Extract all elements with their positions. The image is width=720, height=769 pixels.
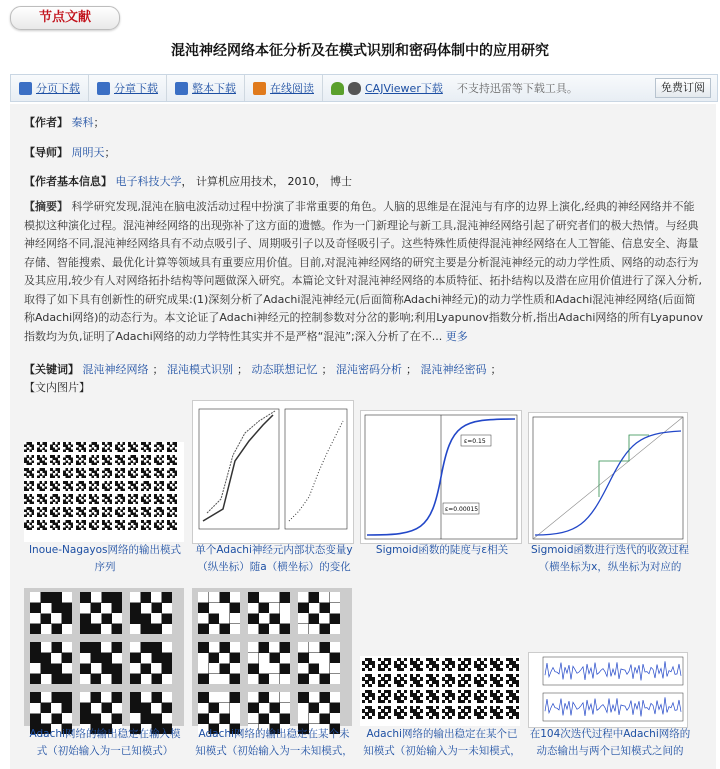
- keyword-sep: ；: [152, 363, 164, 376]
- pattern-cell: [362, 706, 375, 719]
- caption-line: （横坐标为x，纵坐标为对应的: [538, 561, 682, 573]
- pattern-cell: [248, 642, 290, 684]
- pattern-cell: [474, 690, 487, 703]
- pattern-cell: [63, 481, 73, 491]
- pattern-cell: [167, 481, 177, 491]
- sigmoid-plot: [361, 411, 521, 543]
- pattern-cell: [89, 455, 99, 465]
- figure-thumb-2[interactable]: [192, 400, 354, 544]
- keyword-link[interactable]: 混沌密码分析: [336, 363, 402, 376]
- page-download-link[interactable]: [11, 75, 89, 101]
- figure-thumb-8[interactable]: [528, 652, 688, 728]
- abstract-label: 【摘要】: [24, 200, 68, 213]
- pattern-cell: [37, 442, 47, 452]
- pattern-cell: [141, 481, 151, 491]
- pattern-cell: [410, 690, 423, 703]
- caption-line: 序列: [94, 561, 116, 573]
- cajviewer-download-link[interactable]: [323, 75, 451, 101]
- pattern-cell: [394, 706, 407, 719]
- pattern-cell: [128, 507, 138, 517]
- pattern-cell: [474, 706, 487, 719]
- pattern-cell: [442, 706, 455, 719]
- pattern-cell: [130, 642, 172, 684]
- figure-thumb-6[interactable]: [192, 588, 352, 726]
- pattern-cell: [115, 455, 125, 465]
- pattern-cell: [102, 455, 112, 465]
- pattern-cell: [128, 520, 138, 530]
- pattern-cell: [426, 706, 439, 719]
- pattern-cell: [410, 658, 423, 671]
- keyword-sep: ；: [237, 363, 248, 376]
- school-link[interactable]: 电子科技大学: [115, 175, 182, 188]
- pattern-cell: [248, 592, 290, 634]
- pattern-cell: [490, 658, 503, 671]
- pattern-cell: [154, 468, 164, 478]
- pattern-cell: [50, 455, 60, 465]
- pattern-cell: [458, 674, 471, 687]
- pattern-cell: [128, 455, 138, 465]
- pattern-cell: [37, 455, 47, 465]
- pattern-cell: [198, 642, 240, 684]
- advisor-link[interactable]: 周明天: [71, 146, 105, 159]
- pattern-cell: [378, 706, 391, 719]
- pattern-cell: [37, 494, 47, 504]
- pattern-cell: [426, 674, 439, 687]
- figure-caption-4[interactable]: [524, 542, 696, 576]
- pattern-cell: [378, 658, 391, 671]
- author-info-rest: ， 计算机应用技术， 2010， 博士: [181, 175, 352, 188]
- section-tag: 节点文献: [10, 6, 120, 30]
- caption-line: 知模式（初始输入为一未知模式，: [363, 745, 521, 757]
- download-icon: [19, 82, 32, 95]
- advisor-row: [24, 144, 116, 160]
- pattern-cell: [115, 442, 125, 452]
- pattern-cell: [76, 442, 86, 452]
- sigmoid-annot-2: ε=0.00015: [445, 506, 479, 513]
- pattern-cell: [24, 468, 34, 478]
- figure-caption-5[interactable]: [20, 726, 190, 760]
- caption-line: 式（初始输入为一已知模式）: [36, 745, 174, 757]
- toolbar-note: 不支持迅雷等下载工具。: [456, 82, 578, 95]
- pattern-cell: [80, 642, 122, 684]
- pattern-cell: [102, 442, 112, 452]
- pattern-cell: [76, 481, 86, 491]
- download-toolbar: [10, 74, 718, 102]
- pattern-cell: [24, 494, 34, 504]
- figure-thumb-1[interactable]: [24, 442, 184, 542]
- keywords-row: [24, 361, 502, 377]
- caption-line: 知模式（初始输入为一未知模式，: [195, 745, 353, 757]
- caption-line: Adachi网络的输出稳定在输入模: [29, 728, 181, 740]
- pattern-grid: [362, 658, 519, 719]
- pattern-cell: [63, 520, 73, 530]
- pattern-cell: [410, 674, 423, 687]
- pattern-cell: [378, 690, 391, 703]
- keyword-sep: ；: [490, 363, 502, 376]
- pattern-cell: [115, 481, 125, 491]
- pattern-cell: [102, 494, 112, 504]
- caption-line: 动态输出与两个已知模式之间的: [536, 745, 684, 757]
- pattern-cell: [24, 481, 34, 491]
- advisor-sep: ；: [104, 146, 116, 159]
- pattern-cell: [76, 455, 86, 465]
- pattern-cell: [115, 494, 125, 504]
- caption-line: 在104次迭代过程中Adachi网络的: [529, 728, 691, 740]
- pattern-grid: [30, 592, 172, 734]
- pattern-cell: [167, 507, 177, 517]
- pattern-cell: [115, 468, 125, 478]
- pattern-cell: [80, 592, 122, 634]
- keyword-sep: ；: [406, 363, 417, 376]
- free-subscribe-button[interactable]: 免费订阅: [655, 78, 711, 98]
- pattern-cell: [378, 674, 391, 687]
- pattern-cell: [141, 507, 151, 517]
- pattern-cell: [63, 455, 73, 465]
- pattern-cell: [115, 507, 125, 517]
- pattern-cell: [37, 468, 47, 478]
- abstract-more-link[interactable]: 更多: [445, 329, 468, 343]
- pattern-cell: [394, 690, 407, 703]
- pattern-cell: [490, 690, 503, 703]
- author-info-label: 【作者基本信息】: [24, 175, 112, 188]
- pattern-cell: [102, 520, 112, 530]
- pattern-cell: [474, 658, 487, 671]
- pattern-cell: [394, 674, 407, 687]
- pattern-cell: [458, 658, 471, 671]
- figure-caption-8[interactable]: [524, 726, 696, 760]
- pattern-cell: [154, 442, 164, 452]
- pattern-cell: [37, 520, 47, 530]
- pattern-cell: [362, 674, 375, 687]
- caption-line: Inoue-Nagayos网络的输出模式: [28, 544, 182, 556]
- pattern-cell: [76, 520, 86, 530]
- pattern-cell: [37, 507, 47, 517]
- pattern-cell: [63, 468, 73, 478]
- sigmoid-annot-1: ε=0.15: [464, 438, 486, 445]
- page-download-label: 分页下载: [36, 82, 80, 95]
- pattern-cell: [89, 442, 99, 452]
- abstract-text: 科学研究发现,混沌在脑电波活动过程中扮演了非常重要的角色。人脑的思维是在混沌与有序的边界上演化,经典的神经网络并不能模拟这种演化过程。混沌神经网络的出现弥补了这方面的遗憾。作为一门新理论与新工具,混沌神经网络引起了研究者们的极大热情。与经典神经网络不同,混沌神经网络具有不动点吸引子、周期吸引子以及奇怪吸引子。这些特殊性质使得混沌神经网络在人工智能、信息安全、海量存储、智能搜索、最优化计算等领域具有重要应用价值。目前,对混沌神经网络的研究主要是分析混沌神经元的动力学性质、网络的动态行为及其应用,较少有人对网络拓扑结构等问题做深入研究。本篇论文针对混沌神经网络的本质特征、拓扑结构以及潜在应用价值进行了深入分析,取得了如下具有创新性的研究成果:(1)深刻分析了Adachi混沌神经元(后面简称Adachi神经元)的动力学性质和Adachi混沌神经网络(后面简称Adachi网络)的动态行为。本文论证了Adachi神经元的控制参数对分岔的影响;利用Lyapunov指数分析,指出Adachi网络的所有Lyapunov指数均为负,证明了Adachi网络的动力学特性其实并不是严格“混沌”;深入分析了在不...: [24, 200, 703, 343]
- pattern-cell: [154, 455, 164, 465]
- pattern-cell: [76, 507, 86, 517]
- pattern-cell: [50, 520, 60, 530]
- pattern-cell: [426, 658, 439, 671]
- pattern-cell: [50, 494, 60, 504]
- pattern-cell: [141, 455, 151, 465]
- read-icon: [253, 82, 266, 95]
- pattern-cell: [154, 507, 164, 517]
- pattern-cell: [37, 481, 47, 491]
- pattern-cell: [50, 481, 60, 491]
- pattern-cell: [128, 442, 138, 452]
- author-row: [24, 114, 105, 130]
- pattern-cell: [154, 481, 164, 491]
- caption-line: Adachi网络的输出稳定在某个已: [366, 728, 518, 740]
- keyword-sep: ；: [321, 363, 333, 376]
- keyword-link[interactable]: 混沌模式识别: [167, 363, 233, 376]
- pattern-grid: [198, 592, 340, 734]
- pattern-cell: [102, 507, 112, 517]
- pattern-cell: [410, 706, 423, 719]
- pattern-cell: [167, 455, 177, 465]
- pattern-cell: [154, 494, 164, 504]
- pattern-cell: [50, 468, 60, 478]
- cajviewer-download-label: CAJViewer下载: [365, 82, 443, 95]
- pattern-cell: [30, 592, 72, 634]
- pattern-cell: [167, 468, 177, 478]
- pattern-cell: [474, 674, 487, 687]
- pattern-cell: [362, 690, 375, 703]
- keyword-link[interactable]: 混沌神经网络: [82, 363, 149, 376]
- full-download-label: 整本下载: [192, 82, 236, 95]
- time-series-plot: [529, 653, 687, 727]
- author-sep: ；: [93, 116, 105, 129]
- pattern-cell: [89, 494, 99, 504]
- pattern-cell: [442, 658, 455, 671]
- pattern-cell: [76, 494, 86, 504]
- pattern-cell: [426, 690, 439, 703]
- pattern-cell: [394, 658, 407, 671]
- download-icon: [97, 82, 110, 95]
- keyword-link[interactable]: 混沌神经密码: [420, 363, 487, 376]
- pattern-cell: [458, 690, 471, 703]
- figure-thumb-4[interactable]: [528, 412, 688, 544]
- pattern-cell: [63, 442, 73, 452]
- author-info-row: [24, 173, 352, 189]
- pattern-cell: [63, 507, 73, 517]
- pattern-cell: [24, 520, 34, 530]
- figure-thumb-7[interactable]: [360, 656, 520, 726]
- pattern-cell: [506, 658, 519, 671]
- pattern-cell: [141, 468, 151, 478]
- pattern-cell: [167, 442, 177, 452]
- pattern-cell: [89, 520, 99, 530]
- pattern-cell: [63, 494, 73, 504]
- caption-line: （纵坐标）随a（横坐标）的变化: [197, 561, 351, 573]
- pattern-cell: [24, 455, 34, 465]
- caption-line: Sigmoid函数的陡度与ε相关: [375, 544, 509, 556]
- download-icon: [175, 82, 188, 95]
- convergence-plot: [529, 413, 687, 543]
- android-icon: [331, 82, 344, 95]
- pattern-cell: [198, 592, 240, 634]
- figure-caption-2[interactable]: [188, 542, 360, 576]
- figures-label: 【文内图片】: [24, 381, 90, 394]
- pattern-cell: [442, 690, 455, 703]
- pattern-cell: [102, 468, 112, 478]
- full-download-link[interactable]: [167, 75, 245, 101]
- pattern-cell: [24, 442, 34, 452]
- pattern-cell: [130, 592, 172, 634]
- figure-thumb-3[interactable]: [360, 410, 522, 544]
- pattern-cell: [24, 507, 34, 517]
- pattern-cell: [362, 658, 375, 671]
- pattern-cell: [167, 494, 177, 504]
- pattern-cell: [102, 481, 112, 491]
- pattern-cell: [298, 642, 340, 684]
- chapter-download-label: 分章下载: [114, 82, 158, 95]
- caption-line: 单个Adachi神经元内部状态变量y: [195, 544, 353, 556]
- pattern-cell: [76, 468, 86, 478]
- pattern-cell: [442, 674, 455, 687]
- pattern-cell: [506, 674, 519, 687]
- chapter-download-link[interactable]: [89, 75, 167, 101]
- pattern-cell: [167, 520, 177, 530]
- pattern-cell: [50, 507, 60, 517]
- online-read-link[interactable]: [245, 75, 323, 101]
- figure-caption-1[interactable]: [20, 542, 190, 576]
- pattern-cell: [89, 468, 99, 478]
- page-title: 混沌神经网络本征分析及在模式识别和密码体制中的应用研究: [171, 43, 549, 59]
- figure-caption-7[interactable]: [356, 726, 528, 760]
- pattern-cell: [141, 494, 151, 504]
- pattern-cell: [154, 520, 164, 530]
- author-link[interactable]: 秦科: [71, 116, 94, 129]
- pattern-cell: [115, 520, 125, 530]
- figure-caption-6[interactable]: [188, 726, 360, 760]
- pattern-cell: [50, 442, 60, 452]
- pattern-cell: [141, 520, 151, 530]
- pattern-cell: [128, 468, 138, 478]
- pattern-cell: [490, 674, 503, 687]
- keyword-link[interactable]: 动态联想记忆: [251, 363, 318, 376]
- pattern-cell: [30, 642, 72, 684]
- author-label: 【作者】: [24, 116, 68, 129]
- apple-icon: [348, 82, 361, 95]
- pattern-cell: [89, 481, 99, 491]
- figure-thumb-5[interactable]: [24, 588, 184, 726]
- pattern-cell: [89, 507, 99, 517]
- caption-line: Sigmoid函数进行迭代的收敛过程: [531, 544, 689, 556]
- document-panel: [10, 104, 716, 769]
- pattern-cell: [128, 494, 138, 504]
- pattern-cell: [458, 706, 471, 719]
- pattern-grid: [24, 442, 177, 530]
- bifurcation-plot: [193, 401, 353, 543]
- advisor-label: 【导师】: [24, 146, 68, 159]
- pattern-cell: [141, 442, 151, 452]
- pattern-cell: [128, 481, 138, 491]
- pattern-cell: [298, 592, 340, 634]
- figure-caption-3[interactable]: [356, 542, 528, 559]
- pattern-cell: [490, 706, 503, 719]
- online-read-label: 在线阅读: [270, 82, 314, 95]
- pattern-cell: [506, 706, 519, 719]
- pattern-cell: [506, 690, 519, 703]
- keywords-label: 【关键词】: [24, 363, 79, 376]
- abstract: [24, 198, 704, 346]
- caption-line: Adachi网络的输出稳定在某个未: [198, 728, 350, 740]
